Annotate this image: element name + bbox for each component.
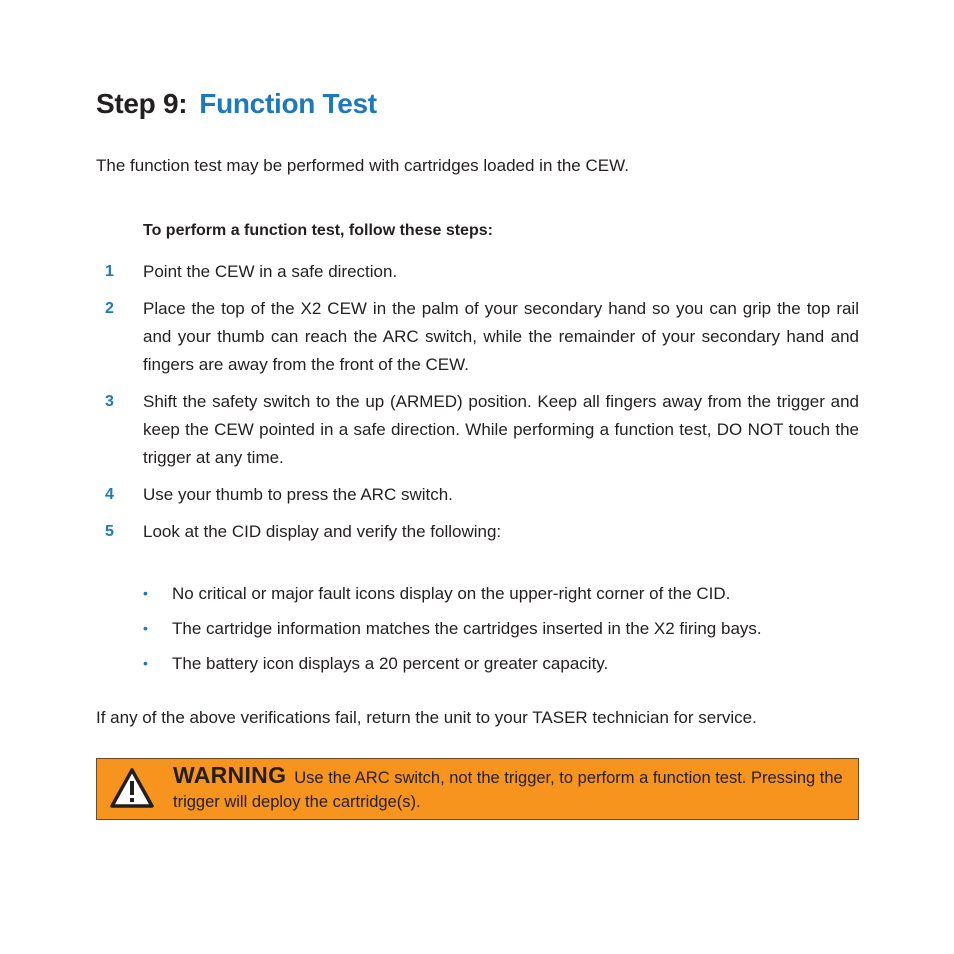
warning-triangle-icon (109, 767, 155, 811)
bullet-icon: • (143, 655, 148, 671)
bullet-icon: • (143, 620, 148, 636)
verification-item (143, 650, 859, 677)
step-item (96, 388, 859, 472)
page-title (96, 88, 377, 120)
step-item-number: 5 (105, 523, 114, 540)
step-item (96, 258, 859, 286)
warning-text-block (173, 763, 853, 814)
intro-text: The function test may be performed with cartridges loaded in the CEW. (96, 156, 629, 175)
verification-text: The battery icon displays a 20 percent or greater capacity. (172, 654, 609, 673)
verification-text: The cartridge information matches the cartridges inserted in the X2 firing bays. (172, 619, 762, 638)
step-item-number: 3 (105, 393, 114, 410)
steps-lead: To perform a function test, follow these steps: (143, 222, 493, 239)
step-item-text: Shift the safety switch to the up (ARMED) position. Keep all fingers away from the trigger and keep the CEW pointed in a safe direction. While performing a function test, DO NOT touch the trigger at any time. (143, 392, 859, 467)
verification-text: No critical or major fault icons display on the upper-right corner of the CID. (172, 584, 731, 603)
step-title: Function Test (199, 88, 377, 119)
closing-text: If any of the above verifications fail, return the unit to your TASER technician for service. (96, 708, 757, 727)
verification-item (143, 580, 859, 607)
verification-item (143, 615, 859, 642)
step-item-number: 1 (105, 263, 114, 280)
step-item-text: Use your thumb to press the ARC switch. (143, 485, 453, 504)
warning-box (96, 758, 859, 820)
step-item-text: Point the CEW in a safe direction. (143, 262, 398, 281)
step-item-number: 4 (105, 486, 114, 503)
verification-list (143, 580, 859, 685)
step-number: Step 9: (96, 88, 188, 119)
steps-list (96, 258, 859, 555)
bullet-icon: • (143, 585, 148, 601)
step-item (96, 518, 859, 546)
step-item-text: Place the top of the X2 CEW in the palm of your secondary hand so you can grip the top rail and your thumb can reach the ARC switch, while the remainder of your secondary hand and fingers are away from the front of the CEW. (143, 299, 859, 374)
step-item (96, 295, 859, 379)
warning-label: WARNING (173, 762, 287, 788)
warning-message: Use the ARC switch, not the trigger, to perform a function test. Pressing the trigger will deploy the cartridge(s). (173, 769, 843, 811)
step-item-number: 2 (105, 300, 114, 317)
step-item-text: Look at the CID display and verify the following: (143, 522, 502, 541)
step-item (96, 481, 859, 509)
